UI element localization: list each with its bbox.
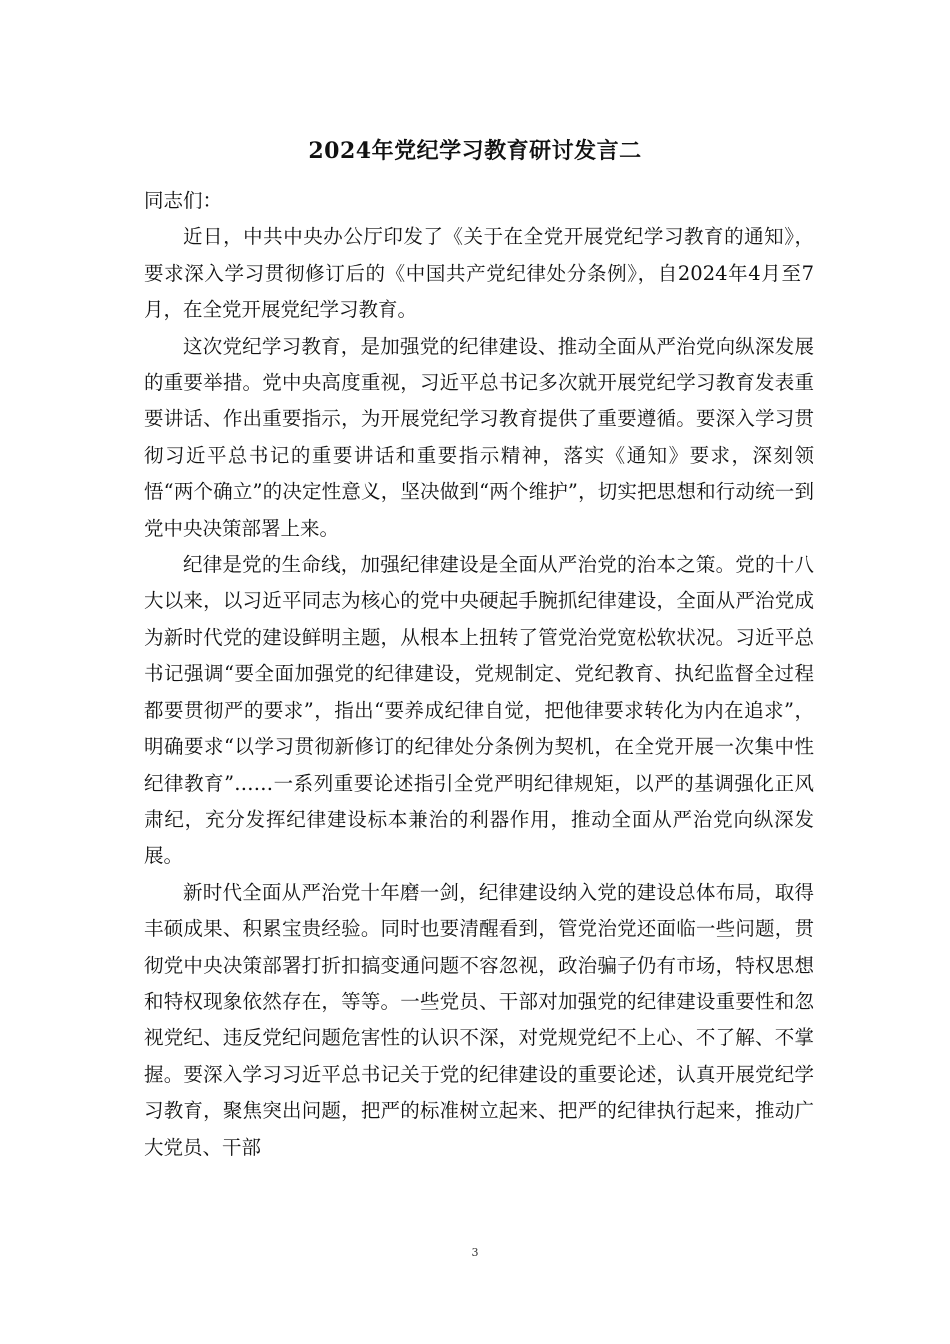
paragraph-2: 这次党纪学习教育，是加强党的纪律建设、推动全面从严治党向纵深发展的重要举措。党中央高度重视，习近平总书记多次就开展党纪学习教育发表重要讲话、作出重要指示，为开展党纪学习教育提供了重要遵循。要深入学习贯彻习近平总书记的重要讲话和重要指示精神，落实《通知》要求，深刻领悟“两个确立”的决定性意义，坚决做到“两个维护”，切实把思想和行动统一到党中央决策部署上来。 — [144, 334, 814, 540]
paragraph-4: 新时代全面从严治党十年磨一剑，纪律建设纳入党的建设总体布局，取得丰硕成果、积累宝贵经验。同时也要清醒看到，管党治党还面临一些问题，贯彻党中央决策部署打折扣搞变通问题不容忽视，政治骗子仍有市场，特权思想和特权现象依然存在，等等。一些党员、干部对加强党的纪律建设重要性和忽视党纪、违反党纪问题危害性的认识不深，对党规党纪不上心、不了解、不掌握。要深入学习习近平总书记关于党的纪律建设的重要论述，认真开展党纪学习教育，聚焦突出问题，把严的标准树立起来、把严的纪律执行起来，推动广大党员、干部 — [144, 880, 814, 1159]
document-title: 2024年党纪学习教育研讨发言二 — [308, 138, 642, 164]
paragraph-1: 近日，中共中央办公厅印发了《关于在全党开展党纪学习教育的通知》，要求深入学习贯彻修订后的《中国共产党纪律处分条例》，自2024年4月至7月，在全党开展党纪学习教育。 — [144, 225, 814, 322]
paragraph-3: 纪律是党的生命线，加强纪律建设是全面从严治党的治本之策。党的十八大以来，以习近平同志为核心的党中央硬起手腕抓纪律建设，全面从严治党成为新时代党的建设鲜明主题，从根本上扭转了管党治党宽松软状况。习近平总书记强调“要全面加强党的纪律建设，党规制定、党纪教育、执纪监督全过程都要贯彻严的要求”，指出“要养成纪律自觉，把他律要求转化为内在追求”，明确要求“以学习贯彻新修订的纪律处分条例为契机，在全党开展一次集中性纪律教育”……一系列重要论述指引全党严明纪律规矩，以严的基调强化正风肃纪，充分发挥纪律建设标本兼治的利器作用，推动全面从严治党向纵深发展。 — [144, 553, 814, 868]
document-body — [144, 183, 814, 1166]
salutation: 同志们： — [144, 189, 223, 212]
page-number: 3 — [471, 1246, 479, 1259]
